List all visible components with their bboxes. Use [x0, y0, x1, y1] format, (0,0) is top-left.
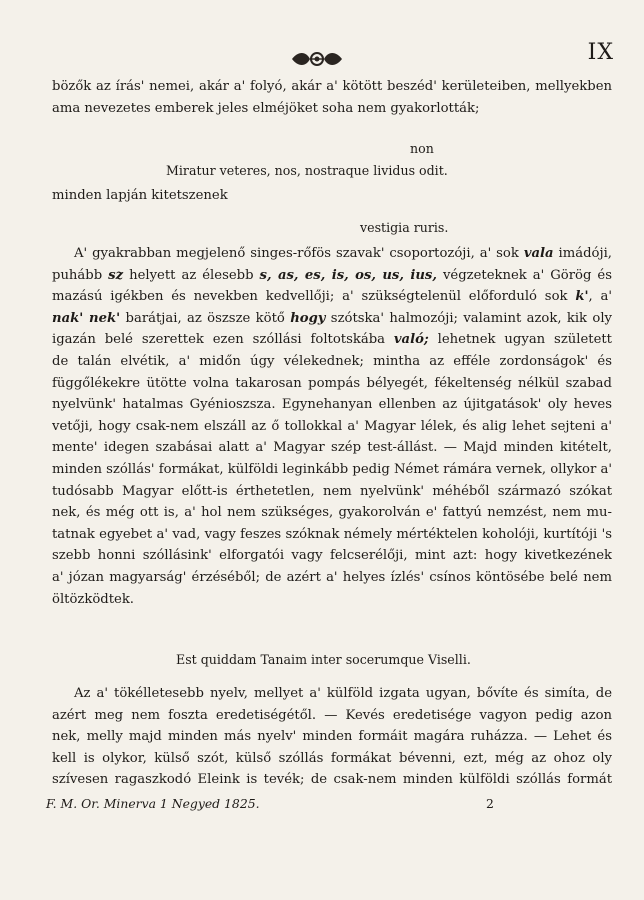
text-line: öltözködtek.	[52, 591, 135, 607]
page-footer	[46, 796, 610, 811]
text-line: minden szóllás' formákat, külföldi leginkább pedig Német rámára vernek, ollykor a'	[52, 461, 612, 477]
fleuron-ornament-icon	[288, 48, 346, 70]
paragraph-1	[52, 243, 612, 610]
text-line: ama nevezetes emberek jeles elméjöket soha nem gyakorlották;	[52, 100, 480, 116]
text-line: de talán elvétik, a' midőn úgy vélekednek; mintha az efféle zordonságok' és	[52, 353, 612, 369]
mid-line	[52, 185, 612, 207]
text-line: nek, és még ott is, a' hol nem szükséges, gyakorolván e' fattyú nemzést, nem mu-	[52, 505, 612, 521]
text-line: tudósabb Magyar előtt-is érthetetlen, nem nyelvünk' méhéből származó szókat	[52, 483, 612, 499]
text-line: igazán belé szerettek ezen szóllási foltotskába való; lehetnek ugyan született	[52, 332, 612, 348]
text-line: puhább sz helyett az élesebb s, as, es, is, os, us, ius, végzeteknek a' Görög és	[52, 267, 612, 283]
text-line: szebb honni szóllásink' elforgatói vagy felcserélőji, mint azt: hogy kivetkezének	[52, 548, 612, 564]
text-line: mente' idegen szabásai alatt a' Magyar szép test-állást. — Majd minden kitételt,	[52, 440, 612, 456]
text-line: a' józan magyarság' érzéséből; de azért a' helyes ízlés' csínos köntösébe belé nem	[52, 569, 612, 585]
paragraph-2	[52, 683, 612, 791]
verse-fragment: vestigia ruris.	[360, 220, 449, 235]
top-lines	[52, 76, 612, 119]
text-line: azért meg nem foszta eredetiségétől. — Kevés eredetisége vagyon pedig azon	[52, 707, 612, 723]
text-line: A' gyakrabban megjelenő singes-rőfös szavak' csoportozóji, a' sok vala imádóji,	[74, 246, 612, 261]
text-line: tatnak egyebet a' vad, vagy feszes szóknak némely mértéktelen koholóji, kurtítóji 's	[52, 526, 612, 542]
signature-mark: 2	[486, 796, 494, 811]
text-line: minden lapján kitetszenek	[52, 188, 228, 203]
text-line: mazású igékben és nevekben kedvellőji; a' szükségtelenül előforduló sok k', a'	[52, 289, 612, 305]
page-number: IX	[587, 40, 614, 65]
text-line: Az a' tökélletesebb nyelv, mellyet a' külföld izgata ugyan, bővíte és simíta, de	[74, 686, 612, 701]
text-line: kell is olykor, külső szót, külső szóllás formákat bévenni, ezt, még az ohoz oly	[52, 750, 612, 766]
verse-line-latin: Miratur veteres, nos, nostraque lividus odit.	[166, 163, 448, 178]
latin-quote: Est quiddam Tanaim inter socerumque Viselli.	[176, 652, 471, 667]
text-line: szívesen ragaszkodó Eleink is tevék; de csak-nem minden külföldi szóllás formát	[52, 772, 612, 788]
text-line: nak' nek' barátjai, az öszsze kötő hogy szótska' halmozóji; valamint azok, kik oly	[52, 310, 612, 326]
text-line: nek, melly majd minden más nyelv' minden formáit magára ruházza. — Lehet és	[52, 729, 612, 745]
verse-word: non	[410, 141, 434, 156]
text-line: bözők az írás' nemei, akár a' folyó, akár a' kötött beszéd' kerületeiben, mellyekben	[52, 79, 612, 94]
text-line: nyelvünk' hatalmas Gyénioszsza. Egynehanyan ellenben az újitgatások' oly heves	[52, 397, 612, 413]
footer-citation: F. M. Or. Minerva 1 Negyed 1825.	[46, 796, 260, 811]
text-line: függőlékekre ütötte volna takarosan pompás bélyegét, fékeltenség nélkül szabad	[52, 375, 612, 391]
text-line: vetőji, hogy csak-nem elszáll az ő tollokkal a' Magyar lélek, és alig lehet sejteni a'	[52, 418, 612, 434]
